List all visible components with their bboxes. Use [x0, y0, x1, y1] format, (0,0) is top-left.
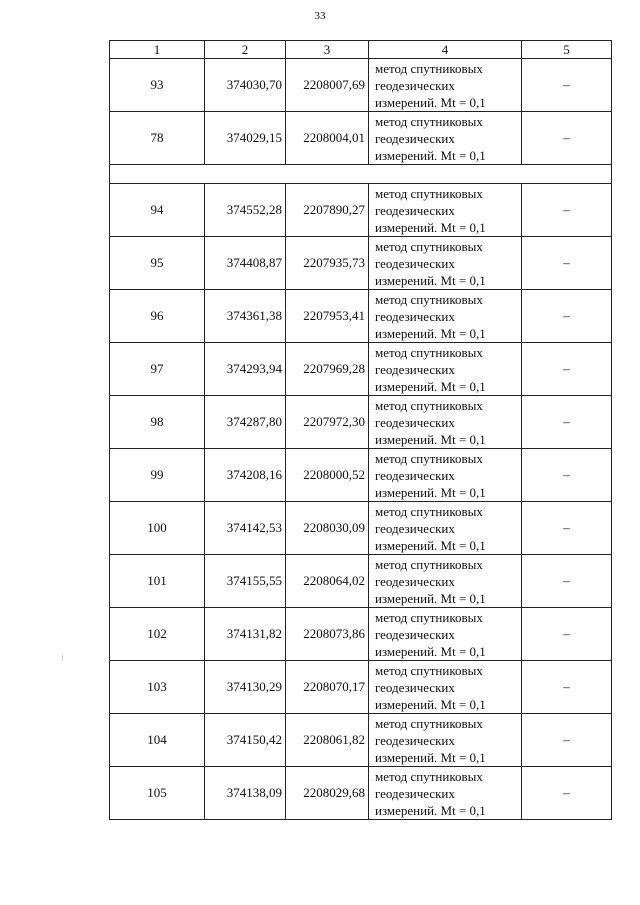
table-row [110, 767, 612, 820]
method-line: измерений. Mt = 0,1 [375, 147, 486, 163]
header-col-2: 2 [205, 41, 286, 59]
method-line: метод спутниковых [375, 185, 483, 201]
description-cell: – [522, 714, 612, 767]
method-cell [369, 59, 522, 112]
method-cell [369, 661, 522, 714]
method-line: измерений. Mt = 0,1 [375, 643, 486, 659]
table-row [110, 59, 612, 112]
method-line: метод спутниковых [375, 715, 483, 731]
x-coordinate-cell: 374131,82 [205, 608, 286, 661]
x-coordinate-cell: 374130,29 [205, 661, 286, 714]
description-cell: – [522, 343, 612, 396]
method-line: геодезических [375, 361, 455, 377]
description-cell: – [522, 112, 612, 165]
y-coordinate-cell: 2208030,09 [286, 502, 369, 555]
method-cell [369, 396, 522, 449]
description-cell: – [522, 396, 612, 449]
y-coordinate-cell: 2208004,01 [286, 112, 369, 165]
header-col-5: 5 [522, 41, 612, 59]
point-number-cell: 96 [110, 290, 205, 343]
x-coordinate-cell: 374361,38 [205, 290, 286, 343]
method-line: измерений. Mt = 0,1 [375, 378, 486, 394]
point-number-cell: 105 [110, 767, 205, 820]
header-col-3: 3 [286, 41, 369, 59]
method-line: измерений. Mt = 0,1 [375, 537, 486, 553]
y-coordinate-cell: 2207969,28 [286, 343, 369, 396]
coordinates-table [109, 40, 612, 820]
description-cell: – [522, 555, 612, 608]
description-cell: – [522, 59, 612, 112]
method-line: метод спутниковых [375, 503, 483, 519]
description-cell: – [522, 608, 612, 661]
description-cell: – [522, 502, 612, 555]
separator-row [110, 165, 612, 184]
y-coordinate-cell: 2208061,82 [286, 714, 369, 767]
method-cell [369, 290, 522, 343]
description-cell: – [522, 237, 612, 290]
point-number-cell: 103 [110, 661, 205, 714]
method-line: измерений. Mt = 0,1 [375, 484, 486, 500]
table-header [110, 41, 612, 59]
x-coordinate-cell: 374208,16 [205, 449, 286, 502]
method-line: геодезических [375, 573, 455, 589]
y-coordinate-cell: 2207935,73 [286, 237, 369, 290]
description-cell: – [522, 767, 612, 820]
table-row [110, 661, 612, 714]
table-body [110, 59, 612, 820]
x-coordinate-cell: 374029,15 [205, 112, 286, 165]
y-coordinate-cell: 2208064,02 [286, 555, 369, 608]
method-line: метод спутниковых [375, 768, 483, 784]
method-line: метод спутниковых [375, 397, 483, 413]
method-line: геодезических [375, 130, 455, 146]
method-line: геодезических [375, 255, 455, 271]
x-coordinate-cell: 374150,42 [205, 714, 286, 767]
y-coordinate-cell: 2208007,69 [286, 59, 369, 112]
method-cell [369, 767, 522, 820]
table-row [110, 555, 612, 608]
method-line: метод спутниковых [375, 291, 483, 307]
method-line: метод спутниковых [375, 238, 483, 254]
method-line: метод спутниковых [375, 344, 483, 360]
table-row [110, 502, 612, 555]
method-line: метод спутниковых [375, 60, 483, 76]
method-line: метод спутниковых [375, 450, 483, 466]
method-cell [369, 502, 522, 555]
y-coordinate-cell: 2208029,68 [286, 767, 369, 820]
x-coordinate-cell: 374138,09 [205, 767, 286, 820]
point-number-cell: 94 [110, 184, 205, 237]
method-line: метод спутниковых [375, 556, 483, 572]
separator-cell [110, 165, 612, 184]
table-row [110, 290, 612, 343]
header-col-1: 1 [110, 41, 205, 59]
method-line: метод спутниковых [375, 113, 483, 129]
x-coordinate-cell: 374408,87 [205, 237, 286, 290]
point-number-cell: 93 [110, 59, 205, 112]
method-cell [369, 714, 522, 767]
method-cell [369, 237, 522, 290]
table-row [110, 714, 612, 767]
method-line: геодезических [375, 626, 455, 642]
method-line: метод спутниковых [375, 609, 483, 625]
description-cell: – [522, 290, 612, 343]
point-number-cell: 100 [110, 502, 205, 555]
point-number-cell: 101 [110, 555, 205, 608]
y-coordinate-cell: 2207972,30 [286, 396, 369, 449]
method-line: геодезических [375, 467, 455, 483]
table-row [110, 343, 612, 396]
method-line: измерений. Mt = 0,1 [375, 696, 486, 712]
point-number-cell: 98 [110, 396, 205, 449]
y-coordinate-cell: 2207890,27 [286, 184, 369, 237]
point-number-cell: 104 [110, 714, 205, 767]
x-coordinate-cell: 374287,80 [205, 396, 286, 449]
table-row [110, 449, 612, 502]
method-line: измерений. Mt = 0,1 [375, 749, 486, 765]
header-row [110, 41, 612, 59]
method-line: геодезических [375, 308, 455, 324]
page-number: 33 [314, 10, 326, 22]
x-coordinate-cell: 374293,94 [205, 343, 286, 396]
x-coordinate-cell: 374142,53 [205, 502, 286, 555]
method-line: геодезических [375, 785, 455, 801]
method-line: геодезических [375, 77, 455, 93]
method-cell [369, 343, 522, 396]
table-row [110, 237, 612, 290]
method-cell [369, 555, 522, 608]
y-coordinate-cell: 2208000,52 [286, 449, 369, 502]
table-row [110, 112, 612, 165]
description-cell: – [522, 449, 612, 502]
table-row [110, 608, 612, 661]
method-line: геодезических [375, 414, 455, 430]
method-line: измерений. Mt = 0,1 [375, 802, 486, 818]
y-coordinate-cell: 2208073,86 [286, 608, 369, 661]
method-line: измерений. Mt = 0,1 [375, 431, 486, 447]
method-cell [369, 112, 522, 165]
method-line: измерений. Mt = 0,1 [375, 219, 486, 235]
method-line: измерений. Mt = 0,1 [375, 325, 486, 341]
method-line: геодезических [375, 679, 455, 695]
header-col-4: 4 [369, 41, 522, 59]
method-line: метод спутниковых [375, 662, 483, 678]
x-coordinate-cell: 374552,28 [205, 184, 286, 237]
description-cell: – [522, 661, 612, 714]
point-number-cell: 97 [110, 343, 205, 396]
method-cell [369, 184, 522, 237]
x-coordinate-cell: 374155,55 [205, 555, 286, 608]
table-row [110, 396, 612, 449]
method-line: геодезических [375, 732, 455, 748]
method-cell [369, 608, 522, 661]
y-coordinate-cell: 2207953,41 [286, 290, 369, 343]
description-cell: – [522, 184, 612, 237]
point-number-cell: 78 [110, 112, 205, 165]
method-cell [369, 449, 522, 502]
point-number-cell: 95 [110, 237, 205, 290]
method-line: измерений. Mt = 0,1 [375, 590, 486, 606]
method-line: измерений. Mt = 0,1 [375, 94, 486, 110]
method-line: измерений. Mt = 0,1 [375, 272, 486, 288]
y-coordinate-cell: 2208070,17 [286, 661, 369, 714]
table-row [110, 184, 612, 237]
x-coordinate-cell: 374030,70 [205, 59, 286, 112]
method-line: геодезических [375, 520, 455, 536]
method-line: геодезических [375, 202, 455, 218]
point-number-cell: 99 [110, 449, 205, 502]
point-number-cell: 102 [110, 608, 205, 661]
scan-margin-mark [62, 655, 63, 661]
